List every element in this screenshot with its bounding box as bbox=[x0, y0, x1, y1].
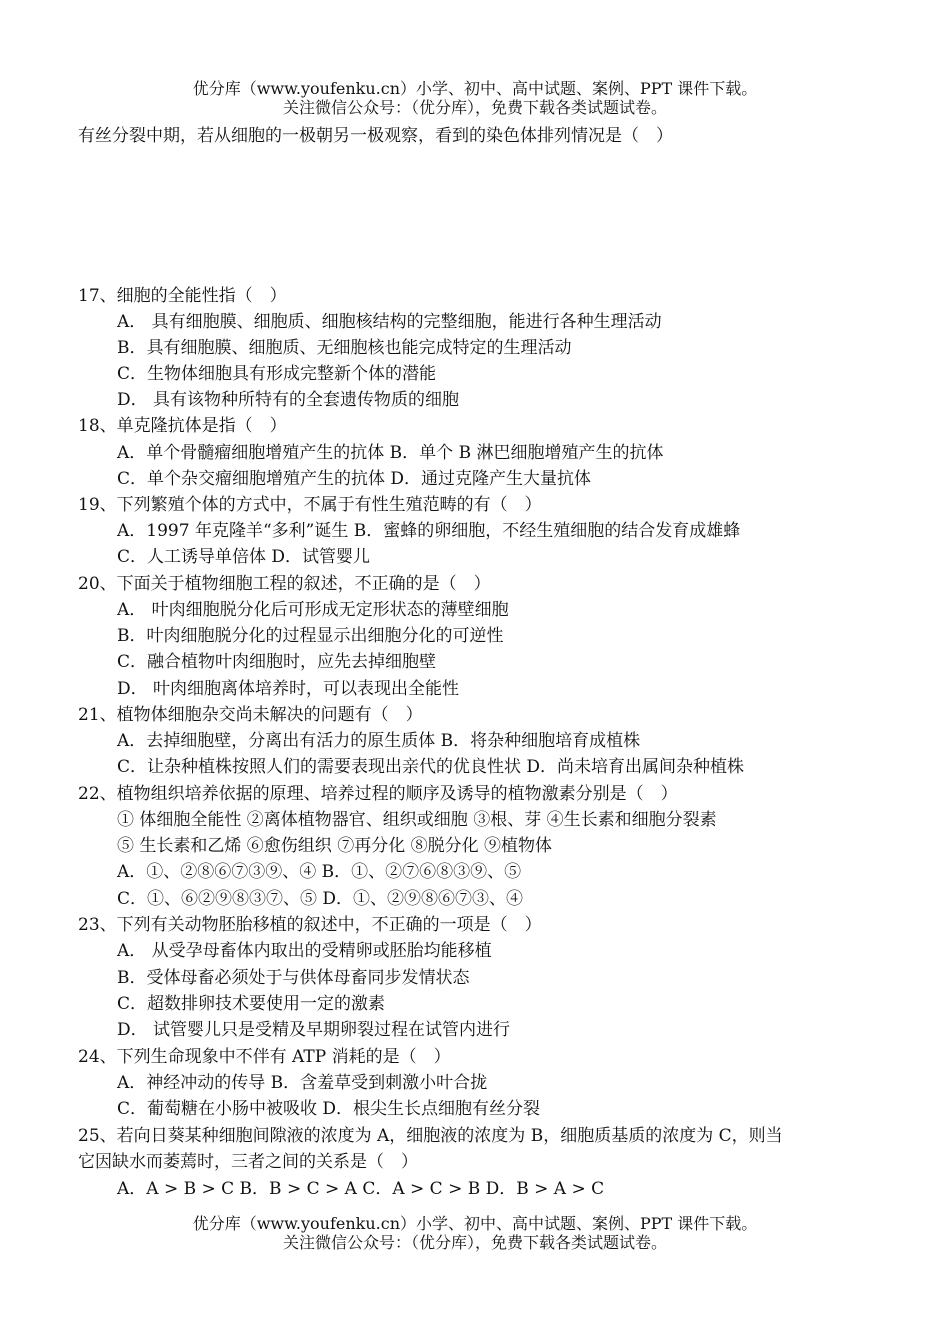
q22-items-1: ① 体细胞全能性 ②离体植物器官、组织或细胞 ③根、芽 ④生长素和细胞分裂素 bbox=[117, 810, 717, 830]
q20-option-d: D． 叶肉细胞离体培养时，可以表现出全能性 bbox=[117, 679, 460, 699]
q17-option-a: A． 具有细胞膜、细胞质、细胞核结构的完整细胞，能进行各种生理活动 bbox=[117, 312, 662, 332]
q24-options-ab: A．神经冲动的传导 B．含羞草受到刺激小叶合拢 bbox=[117, 1073, 488, 1093]
page-header bbox=[0, 79, 950, 117]
question-24: 24、下列生命现象中不伴有 ATP 消耗的是（ ） bbox=[78, 1047, 451, 1067]
q17-option-b: B．具有细胞膜、细胞质、无细胞核也能完成特定的生理活动 bbox=[117, 338, 572, 358]
q25-options: A．A > B > C B．B > C > A C．A > C > B D．B > A > C bbox=[117, 1179, 605, 1199]
page-footer bbox=[0, 1214, 950, 1252]
q22-items-2: ⑤ 生长素和乙烯 ⑥愈伤组织 ⑦再分化 ⑧脱分化 ⑨植物体 bbox=[117, 836, 553, 856]
question-19: 19、下列繁殖个体的方式中，不属于有性生殖范畴的有（ ） bbox=[78, 495, 542, 515]
question-25: 25、若向日葵某种细胞间隙液的浓度为 A，细胞液的浓度为 B，细胞质基质的浓度为 C，则当 bbox=[78, 1126, 783, 1146]
q23-option-b: B．受体母畜必须处于与供体母畜同步发情状态 bbox=[117, 968, 470, 988]
question-25-cont: 它因缺水而萎蔫时，三者之间的关系是（ ） bbox=[78, 1152, 418, 1172]
q22-options-ab: A．①、②⑧⑥⑦③⑨、④ B．①、②⑦⑥⑧③⑨、⑤ bbox=[117, 862, 522, 882]
q19-options-ab: A．1997 年克隆羊“多利”诞生 B．蜜蜂的卵细胞，不经生殖细胞的结合发育成雄蜂 bbox=[117, 521, 741, 541]
header-line-2: 关注微信公众号：（优分库），免费下载各类试题试卷。 bbox=[282, 98, 667, 117]
footer-line-2: 关注微信公众号：（优分库），免费下载各类试题试卷。 bbox=[282, 1233, 667, 1252]
q19-options-cd: C．人工诱导单倍体 D．试管婴儿 bbox=[117, 547, 371, 567]
q24-options-cd: C．葡萄糖在小肠中被吸收 D．根尖生长点细胞有丝分裂 bbox=[117, 1099, 541, 1119]
question-20: 20、下面关于植物细胞工程的叙述，不正确的是（ ） bbox=[78, 574, 491, 594]
question-18: 18、单克隆抗体是指（ ） bbox=[78, 416, 287, 436]
q22-options-cd: C．①、⑥②⑨⑧③⑦、⑤ D．①、②⑨⑧⑥⑦③、④ bbox=[117, 889, 524, 909]
q23-option-d: D． 试管婴儿只是受精及早期卵裂过程在试管内进行 bbox=[117, 1020, 511, 1040]
header-line-1: 优分库（www.youfenku.cn）小学、初中、高中试题、案例、PPT 课件下载。 bbox=[192, 79, 758, 98]
q20-option-b: B．叶肉细胞脱分化的过程显示出细胞分化的可逆性 bbox=[117, 626, 504, 646]
q23-option-c: C．超数排卵技术要使用一定的激素 bbox=[117, 994, 386, 1014]
figure-placeholder bbox=[78, 156, 858, 276]
intro-question: 有丝分裂中期，若从细胞的一极朝另一极观察，看到的染色体排列情况是（ ） bbox=[78, 126, 673, 146]
q21-options-cd: C．让杂种植株按照人们的需要表现出亲代的优良性状 D．尚未培育出属间杂种植株 bbox=[117, 757, 745, 777]
q18-options-cd: C．单个杂交瘤细胞增殖产生的抗体 D．通过克隆产生大量抗体 bbox=[117, 469, 592, 489]
q23-option-a: A． 从受孕母畜体内取出的受精卵或胚胎均能移植 bbox=[117, 941, 492, 961]
q21-options-ab: A．去掉细胞壁，分离出有活力的原生质体 B．将杂种细胞培育成植株 bbox=[117, 731, 641, 751]
q20-option-c: C．融合植物叶肉细胞时，应先去掉细胞壁 bbox=[117, 652, 437, 672]
question-21: 21、植物体细胞杂交尚未解决的问题有（ ） bbox=[78, 705, 423, 725]
footer-line-1: 优分库（www.youfenku.cn）小学、初中、高中试题、案例、PPT 课件下载。 bbox=[192, 1214, 758, 1233]
question-17: 17、细胞的全能性指（ ） bbox=[78, 286, 287, 306]
question-22: 22、植物组织培养依据的原理、培养过程的顺序及诱导的植物激素分别是（ ） bbox=[78, 784, 678, 804]
q17-option-d: D． 具有该物种所特有的全套遗传物质的细胞 bbox=[117, 390, 460, 410]
q18-options-ab: A．单个骨髓瘤细胞增殖产生的抗体 B．单个 B 淋巴细胞增殖产生的抗体 bbox=[117, 443, 664, 463]
question-23: 23、下列有关动物胚胎移植的叙述中，不正确的一项是（ ） bbox=[78, 915, 542, 935]
q17-option-c: C．生物体细胞具有形成完整新个体的潜能 bbox=[117, 364, 437, 384]
q20-option-a: A． 叶肉细胞脱分化后可形成无定形状态的薄壁细胞 bbox=[117, 600, 509, 620]
